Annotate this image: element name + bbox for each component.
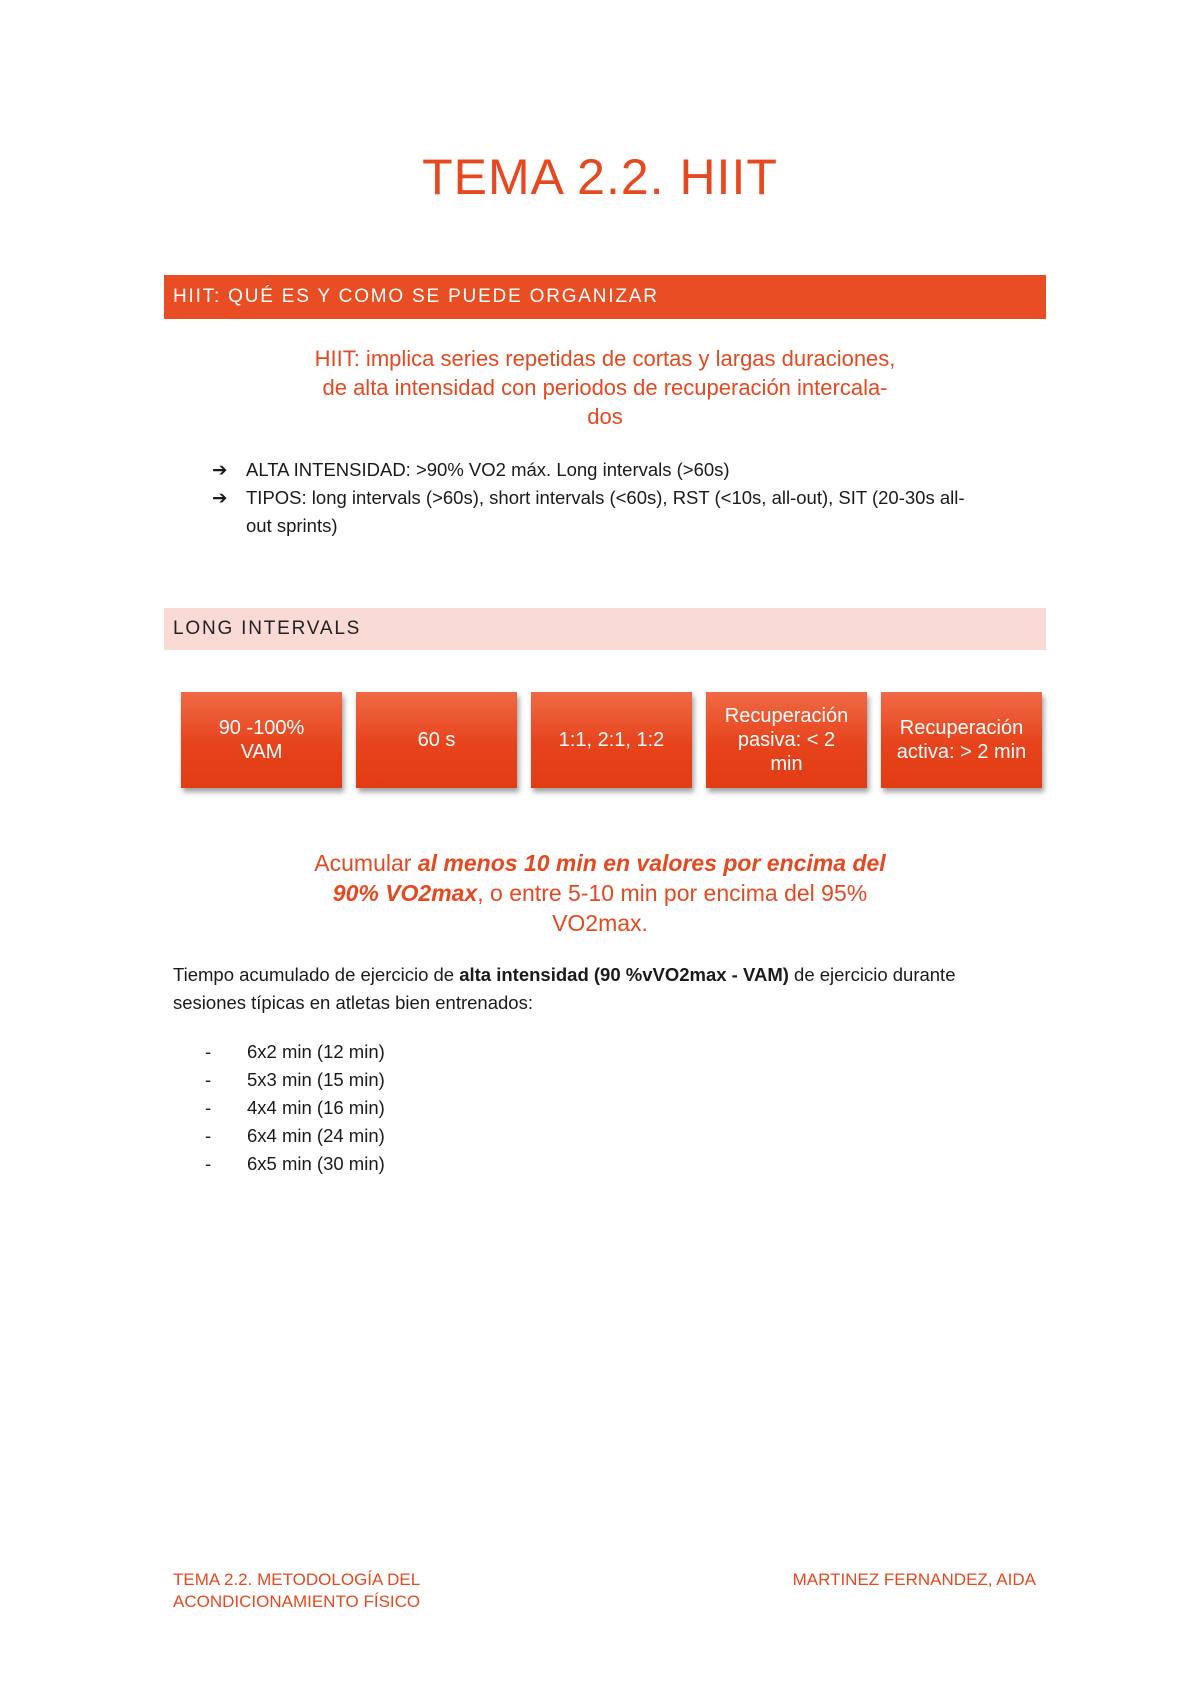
paragraph-line-1: Tiempo acumulado de ejercicio de alta intensidad (90 %vVO2max - VAM) de ejercicio durante [173, 964, 956, 985]
box-ratio: 1:1, 2:1, 1:2 [531, 692, 692, 788]
sessions-list [205, 1038, 385, 1178]
list-item: - 6x4 min (24 min) [205, 1122, 385, 1150]
accumulate-highlight [230, 848, 970, 938]
hiit-bullet-list [212, 456, 1032, 540]
bullet-item: ➔ ALTA INTENSIDAD: >90% VO2 máx. Long intervals (>60s) [212, 456, 1032, 484]
box-passive-recovery: Recuperación pasiva: < 2 min [706, 692, 867, 788]
arrow-right-icon: ➔ [212, 487, 228, 508]
list-item: - 4x4 min (16 min) [205, 1094, 385, 1122]
highlight-line-3: VO2max. [552, 910, 648, 936]
bullet-item: ➔ TIPOS: long intervals (>60s), short intervals (<60s), RST (<10s, all-out), SIT (20-30s all- out sprints) [212, 484, 1032, 540]
list-marker: - [205, 1041, 212, 1062]
box-intensity: 90 -100% VAM [181, 692, 342, 788]
list-marker: - [205, 1153, 212, 1174]
list-marker: - [205, 1069, 212, 1090]
page-title: TEMA 2.2. HIIT [422, 149, 778, 205]
hiit-definition [260, 344, 950, 431]
paragraph-line-2: sesiones típicas en atletas bien entrenados: [173, 992, 533, 1013]
definition-term: HIIT: [314, 346, 360, 371]
section-heading-hiit: HIIT: QUÉ ES Y COMO SE PUEDE ORGANIZAR [164, 275, 1046, 319]
list-item: - 5x3 min (15 min) [205, 1066, 385, 1094]
highlight-line-2: 90% VO2max, o entre 5-10 min por encima del 95% [332, 880, 868, 906]
box-duration: 60 s [356, 692, 517, 788]
footer-author: MARTINEZ FERNANDEZ, AIDA [792, 1570, 1036, 1589]
section-heading-long-intervals: LONG INTERVALS [164, 608, 1046, 650]
accumulated-time-paragraph [173, 961, 1053, 1017]
list-marker: - [205, 1125, 212, 1146]
definition-line-2: de alta intensidad con periodos de recuperación intercala- [322, 375, 888, 400]
long-intervals-boxes [181, 692, 1041, 788]
arrow-right-icon: ➔ [212, 459, 228, 480]
list-marker: - [205, 1097, 212, 1118]
list-item: - 6x2 min (12 min) [205, 1038, 385, 1066]
highlight-line-1: Acumular al menos 10 min en valores por encima del [314, 850, 886, 876]
definition-line-1: HIIT: implica series repetidas de cortas y largas duraciones, [314, 346, 896, 371]
list-item: - 6x5 min (30 min) [205, 1150, 385, 1178]
box-active-recovery: Recuperación activa: > 2 min [881, 692, 1042, 788]
footer-course-title: TEMA 2.2. METODOLOGÍA DEL ACONDICIONAMIENTO FÍSICO [173, 1570, 421, 1611]
definition-line-3: dos [587, 404, 623, 429]
